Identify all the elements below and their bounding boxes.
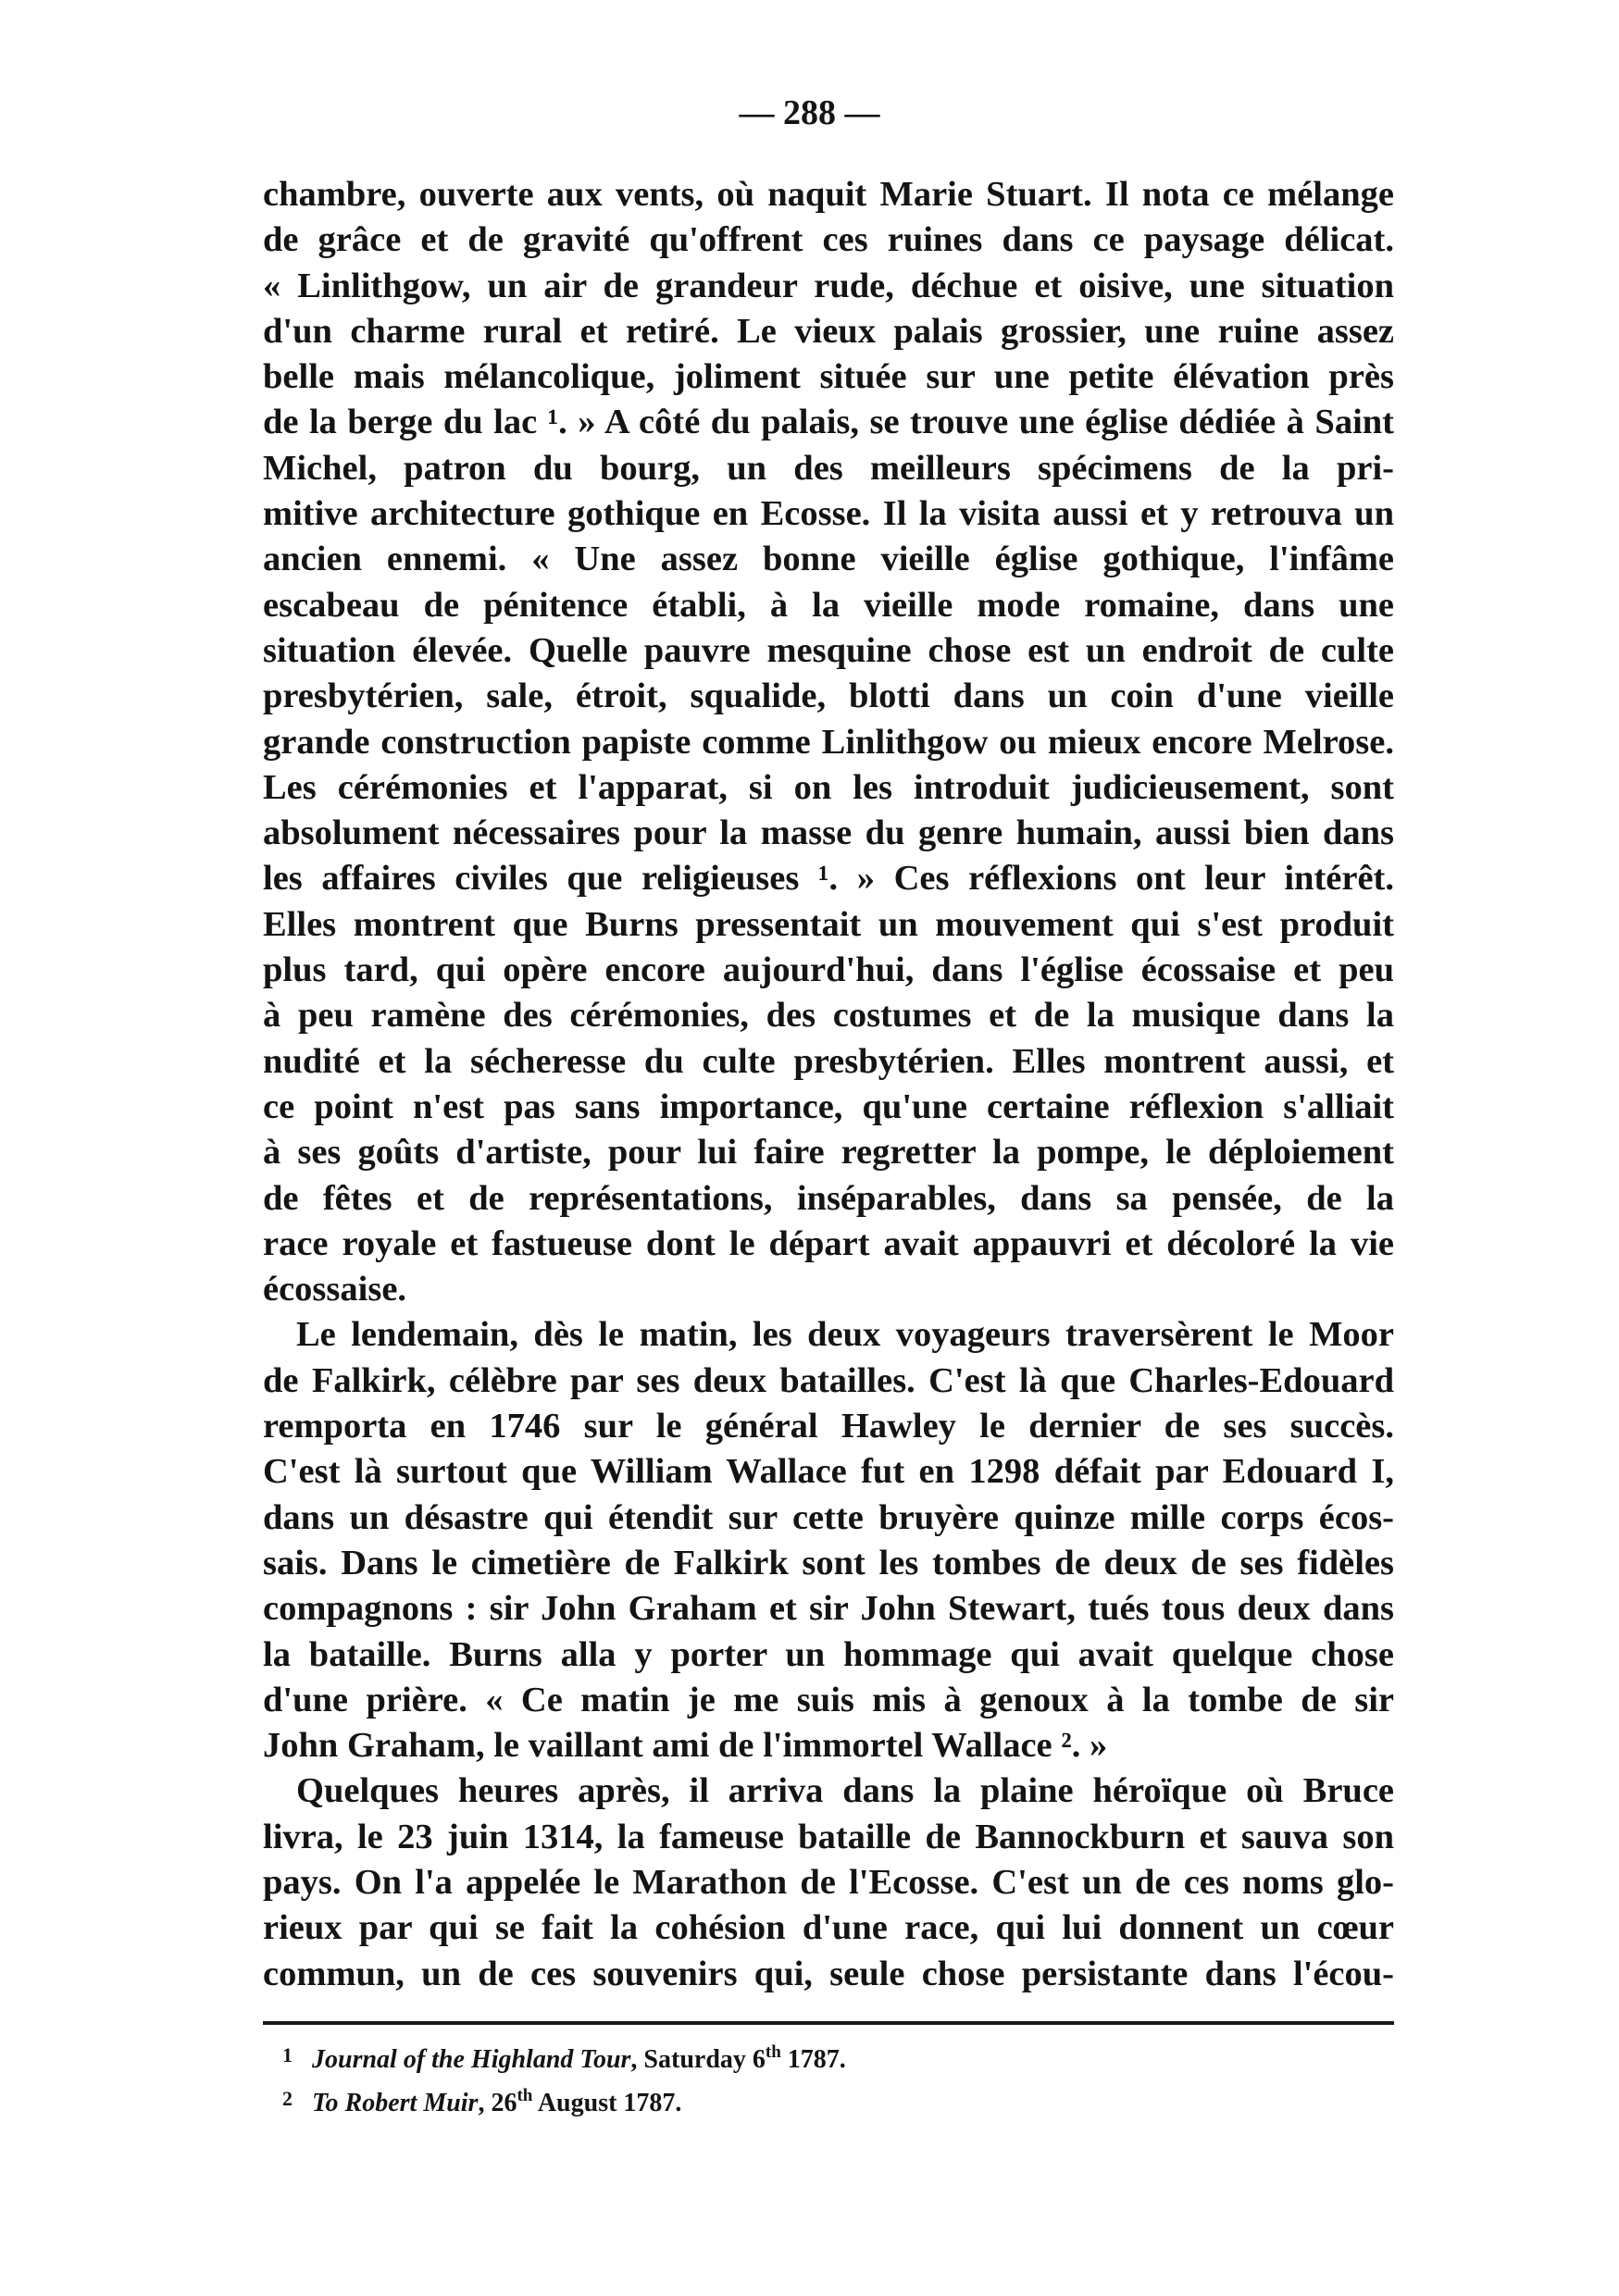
- footnote-text: , 26: [478, 2089, 517, 2117]
- text-line: grande construction papiste comme Linlithgow ou mieux encore Melrose.: [263, 722, 1394, 762]
- text-line: nudité et la sécheresse du culte presbytérien. Elles montrent aussi, et: [263, 1041, 1394, 1081]
- text-line: belle mais mélancolique, joliment située sur une petite élévation près: [263, 357, 1394, 397]
- text-line: mitive architecture gothique en Ecosse. Il la visita aussi et y retrouva un: [263, 494, 1394, 534]
- text-line: Michel, patron du bourg, un des meilleurs spécimens de la pri-: [263, 448, 1394, 488]
- footnote-marker: 1: [282, 2043, 293, 2066]
- text-line: livra, le 23 juin 1314, la fameuse bataille de Bannockburn et sauva son: [263, 1817, 1394, 1856]
- text-line: John Graham, le vaillant ami de l'immortel Wallace ². »: [263, 1726, 1108, 1766]
- text-line: ce point n'est pas sans importance, qu'une certaine réflexion s'alliait: [263, 1086, 1394, 1126]
- text-line: dans un désastre qui étendit sur cette bruyère quinze mille corps écos-: [263, 1497, 1394, 1537]
- text-line: presbytérien, sale, étroit, squalide, blotti dans un coin d'une vieille: [263, 676, 1394, 716]
- text-line: rieux par qui se fait la cohésion d'une race, qui lui donnent un cœur: [263, 1908, 1394, 1948]
- body-text: [263, 172, 1394, 1997]
- footnote-marker: 2: [282, 2087, 293, 2110]
- text-line: pays. On l'a appelée le Marathon de l'Ecosse. C'est un de ces noms glo-: [263, 1862, 1394, 1902]
- text-line: commun, un de ces souvenirs qui, seule chose persistante dans l'écou-: [263, 1954, 1394, 1993]
- footnote-text: 1787.: [780, 2045, 846, 2074]
- footnote-text: August 1787.: [532, 2089, 682, 2117]
- footnote-superscript: th: [765, 2042, 781, 2062]
- paragraph-start-line: Le lendemain, dès le matin, les deux voyageurs traversèrent le Moor: [296, 1315, 1394, 1355]
- text-line: absolument nécessaires pour la masse du genre humain, aussi bien dans: [263, 813, 1394, 853]
- footnote: [282, 2079, 846, 2123]
- text-line: les affaires civiles que religieuses ¹. » Ces réflexions ont leur intérêt.: [263, 859, 1394, 899]
- text-line: de fêtes et de représentations, inséparables, dans sa pensée, de la: [263, 1178, 1394, 1218]
- text-line: de Falkirk, célèbre par ses deux batailles. C'est là que Charles-Edouard: [263, 1360, 1394, 1400]
- text-line: ancien ennemi. « Une assez bonne vieille église gothique, l'infâme: [263, 540, 1394, 579]
- text-line: C'est là surtout que William Wallace fut en 1298 défait par Edouard I,: [263, 1452, 1394, 1492]
- text-line: chambre, ouverte aux vents, où naquit Marie Stuart. Il nota ce mélange: [263, 175, 1394, 214]
- footnotes: [282, 2036, 846, 2123]
- text-line: « Linlithgow, un air de grandeur rude, déchue et oisive, une situation: [263, 266, 1394, 305]
- text-line: compagnons : sir John Graham et sir John Stewart, tués tous deux dans: [263, 1589, 1394, 1629]
- text-line: Elles montrent que Burns pressentait un mouvement qui s'est produit: [263, 904, 1394, 944]
- paragraph-start-line: Quelques heures après, il arriva dans la plaine héroïque où Bruce: [296, 1771, 1394, 1811]
- page-number: — 288 —: [739, 93, 880, 132]
- text-line: Les cérémonies et l'apparat, si on les introduit judicieusement, sont: [263, 767, 1394, 807]
- text-line: de grâce et de gravité qu'offrent ces ruines dans ce paysage délicat.: [263, 220, 1394, 260]
- footnote-divider: [263, 2021, 1394, 2025]
- footnote: [282, 2036, 846, 2079]
- text-line: remporta en 1746 sur le général Hawley le dernier de ses succès.: [263, 1407, 1394, 1446]
- text-line: à peu ramène des cérémonies, des costumes et de la musique dans la: [263, 996, 1394, 1036]
- text-line: situation élevée. Quelle pauvre mesquine chose est un endroit de culte: [263, 630, 1394, 670]
- text-line: escabeau de pénitence établi, à la vieille mode romaine, dans une: [263, 585, 1394, 625]
- text-line: d'une prière. « Ce matin je me suis mis à genoux à la tombe de sir: [263, 1680, 1394, 1719]
- text-line: d'un charme rural et retiré. Le vieux palais grossier, une ruine assez: [263, 311, 1394, 351]
- footnote-text: , Saturday 6: [630, 2045, 766, 2074]
- text-line: plus tard, qui opère encore aujourd'hui, dans l'église écossaise et peu: [263, 950, 1394, 990]
- text-line: race royale et fastueuse dont le départ avait appauvri et décoloré la vie: [263, 1223, 1394, 1263]
- text-line: écossaise.: [263, 1270, 407, 1309]
- text-line: à ses goûts d'artiste, pour lui faire regretter la pompe, le déploiement: [263, 1133, 1394, 1173]
- footnote-title: Journal of the Highland Tour: [312, 2045, 631, 2074]
- text-line: la bataille. Burns alla y porter un hommage qui avait quelque chose: [263, 1634, 1394, 1674]
- footnote-superscript: th: [517, 2086, 533, 2105]
- footnote-title: To Robert Muir: [312, 2089, 479, 2117]
- text-line: de la berge du lac ¹. » A côté du palais, se trouve une église dédiée à Saint: [263, 403, 1394, 442]
- text-line: sais. Dans le cimetière de Falkirk sont les tombes de deux de ses fidèles: [263, 1543, 1394, 1582]
